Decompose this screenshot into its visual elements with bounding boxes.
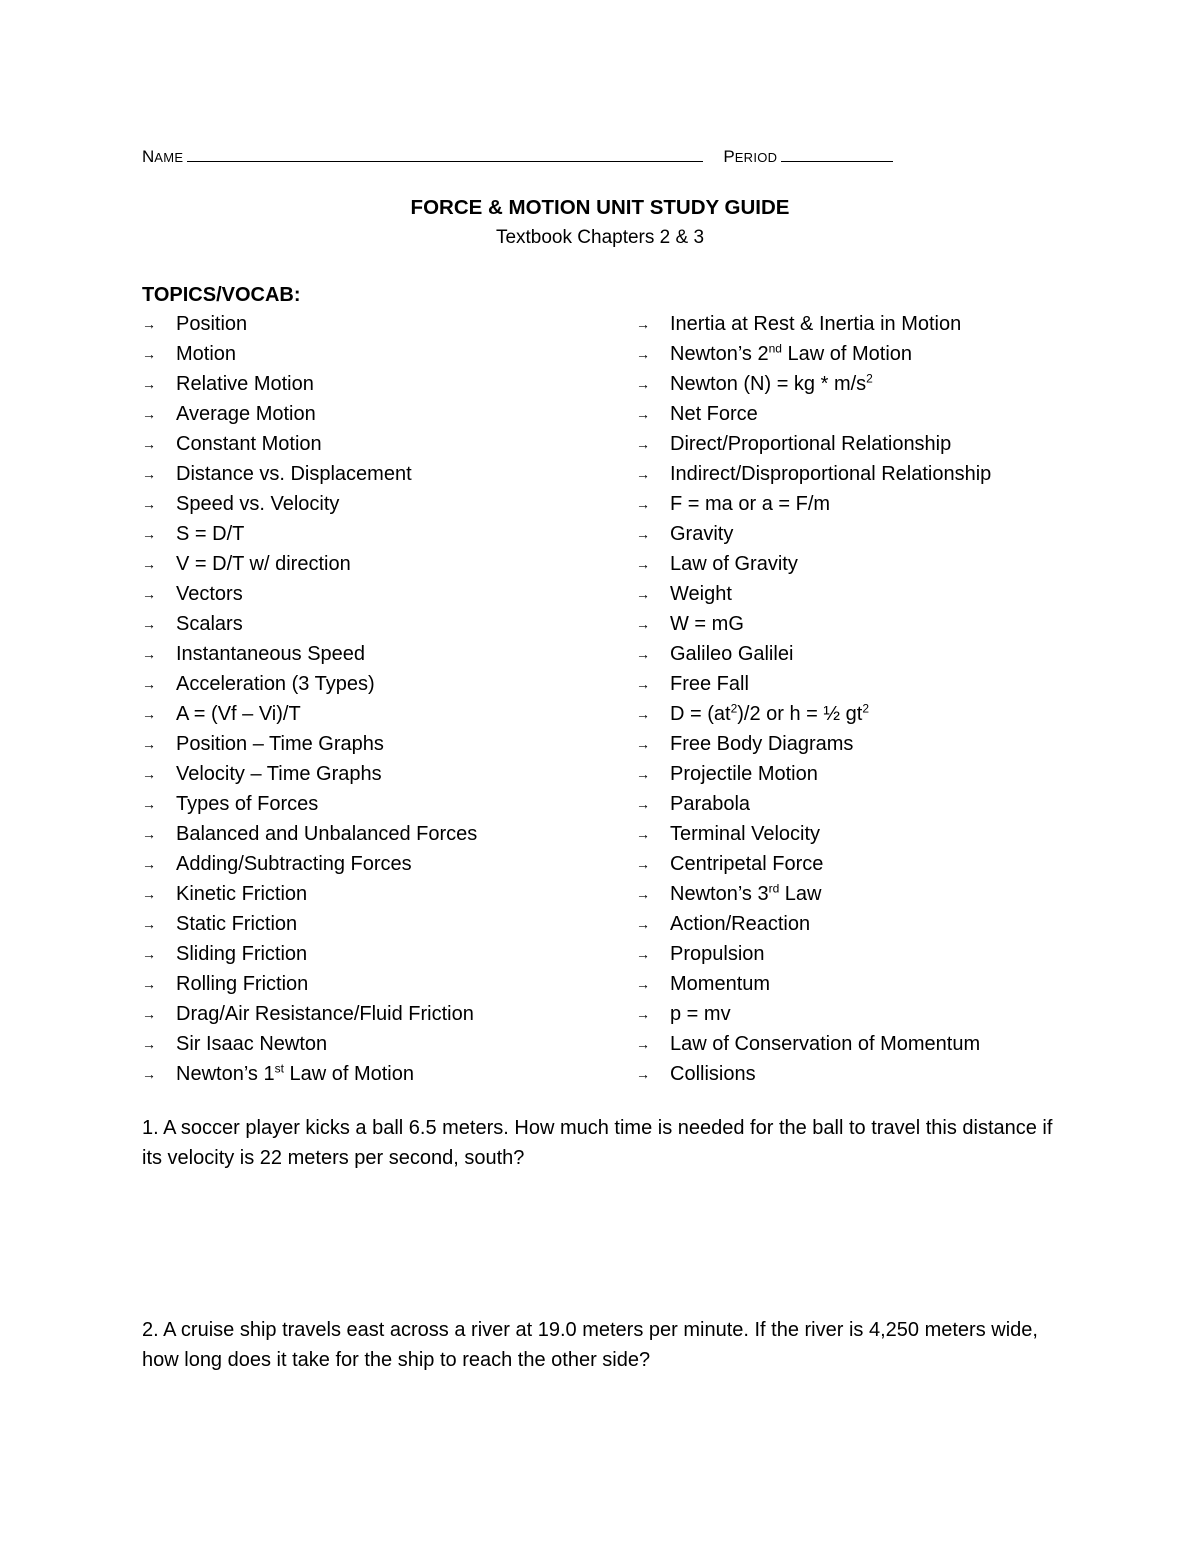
topic-label: Newton (N) = kg * $m/s^2$	[670, 371, 873, 395]
arrow-right-icon: →	[142, 526, 156, 542]
arrow-right-icon: →	[142, 496, 156, 512]
topic-item	[142, 699, 612, 729]
page-title: FORCE & MOTION UNIT STUDY GUIDE	[410, 196, 790, 219]
period-blank[interactable]	[781, 143, 893, 162]
topic-item	[636, 1029, 1096, 1059]
topic-item	[636, 579, 1096, 609]
topic-item	[142, 819, 612, 849]
topic-item	[142, 399, 612, 429]
arrow-right-icon: →	[636, 466, 650, 482]
topic-item	[142, 519, 612, 549]
topic-item	[142, 669, 612, 699]
topic-label: Projectile Motion	[670, 763, 818, 785]
topic-item	[142, 369, 612, 399]
topic-item	[142, 879, 612, 909]
arrow-right-icon: →	[142, 796, 156, 812]
topic-label: Velocity – Time Graphs	[176, 763, 382, 785]
topic-label: S = D/T	[176, 523, 245, 545]
arrow-right-icon: →	[142, 886, 156, 902]
arrow-right-icon: →	[142, 766, 156, 782]
topic-item	[636, 939, 1096, 969]
topic-item	[636, 849, 1096, 879]
topic-label: Law of Conservation of Momentum	[670, 1033, 981, 1055]
topic-label: p = mv	[670, 1003, 731, 1025]
topic-item	[636, 429, 1096, 459]
arrow-right-icon: →	[142, 346, 156, 362]
topic-label: Sliding Friction	[176, 943, 308, 965]
topic-label: Constant Motion	[176, 433, 322, 455]
topic-label: Motion	[176, 343, 237, 365]
arrow-right-icon: →	[636, 616, 650, 632]
topic-item	[142, 759, 612, 789]
topic-item	[142, 969, 612, 999]
topic-label: $D = (at^2)/2$ or h = ½ $gt^2$	[670, 701, 870, 725]
topic-item	[636, 519, 1096, 549]
arrow-right-icon: →	[636, 586, 650, 602]
topic-label: Adding/Subtracting Forces	[176, 853, 412, 875]
arrow-right-icon: →	[142, 1036, 156, 1052]
name-label: NAME	[142, 147, 184, 166]
topic-label: Newton’s 2nd Law of Motion	[670, 341, 913, 365]
arrow-right-icon: →	[636, 856, 650, 872]
arrow-right-icon: →	[636, 646, 650, 662]
arrow-right-icon: →	[142, 1006, 156, 1022]
arrow-right-icon: →	[636, 346, 650, 362]
topic-item	[636, 399, 1096, 429]
topics-heading: TOPICS/VOCAB:	[142, 284, 301, 306]
topic-item	[636, 999, 1096, 1029]
question-2: 2. A cruise ship travels east across a river at 19.0 meters per minute. If the river is 4,250 meters wide, how long does it take for the ship to reach the other side?	[142, 1319, 1038, 1371]
topic-item	[636, 549, 1096, 579]
topic-label: Acceleration (3 Types)	[176, 673, 375, 695]
arrow-right-icon: →	[142, 706, 156, 722]
question-1: 1. A soccer player kicks a ball 6.5 meters. How much time is needed for the ball to travel this distance if its velocity is 22 meters per second, south?	[142, 1117, 1053, 1169]
topic-label: Net Force	[670, 403, 758, 425]
arrow-right-icon: →	[636, 496, 650, 512]
topic-label: Speed vs. Velocity	[176, 493, 340, 515]
arrow-right-icon: →	[142, 616, 156, 632]
arrow-right-icon: →	[142, 826, 156, 842]
topic-item	[636, 879, 1096, 909]
arrow-right-icon: →	[636, 916, 650, 932]
arrow-right-icon: →	[636, 766, 650, 782]
topic-item	[142, 549, 612, 579]
topic-label: Action/Reaction	[670, 913, 811, 935]
topic-label: V = D/T w/ direction	[176, 553, 351, 575]
arrow-right-icon: →	[142, 946, 156, 962]
topic-label: Static Friction	[176, 913, 298, 935]
arrow-right-icon: →	[636, 676, 650, 692]
topic-label: Kinetic Friction	[176, 883, 308, 905]
arrow-right-icon: →	[636, 376, 650, 392]
topic-item	[142, 489, 612, 519]
topic-label: Sir Isaac Newton	[176, 1033, 328, 1055]
arrow-right-icon: →	[142, 556, 156, 572]
topic-label: Inertia at Rest & Inertia in Motion	[670, 313, 962, 335]
topic-item	[142, 789, 612, 819]
topic-label: A = (Vf – Vi)/T	[176, 703, 301, 725]
topic-label: Instantaneous Speed	[176, 643, 366, 665]
topic-label: F = ma or a = F/m	[670, 493, 831, 515]
topic-item	[636, 909, 1096, 939]
topic-item	[142, 309, 612, 339]
arrow-right-icon: →	[142, 736, 156, 752]
name-period-line	[142, 143, 912, 171]
topic-item	[636, 459, 1096, 489]
topic-item	[636, 969, 1096, 999]
topic-label: Terminal Velocity	[670, 823, 821, 845]
topic-label: Free Body Diagrams	[670, 733, 854, 755]
topic-label: Newton’s 1st Law of Motion	[176, 1061, 414, 1085]
topic-label: Momentum	[670, 973, 771, 995]
topic-item	[142, 909, 612, 939]
arrow-right-icon: →	[636, 736, 650, 752]
topic-item	[142, 609, 612, 639]
topic-item	[636, 699, 1096, 729]
arrow-right-icon: →	[142, 856, 156, 872]
arrow-right-icon: →	[636, 556, 650, 572]
topic-label: Relative Motion	[176, 373, 314, 395]
arrow-right-icon: →	[142, 646, 156, 662]
topic-label: Weight	[670, 583, 732, 605]
topic-item	[142, 339, 612, 369]
arrow-right-icon: →	[636, 1066, 650, 1082]
topic-label: Indirect/Disproportional Relationship	[670, 463, 992, 485]
arrow-right-icon: →	[636, 706, 650, 722]
topic-label: Position – Time Graphs	[176, 733, 384, 755]
topic-item	[142, 639, 612, 669]
topic-label: Law of Gravity	[670, 553, 798, 575]
topic-item	[636, 309, 1096, 339]
topic-item	[636, 639, 1096, 669]
topic-item	[142, 1059, 612, 1089]
arrow-right-icon: →	[142, 466, 156, 482]
arrow-right-icon: →	[142, 1066, 156, 1082]
arrow-right-icon: →	[636, 526, 650, 542]
topic-label: Vectors	[176, 583, 243, 605]
arrow-right-icon: →	[142, 976, 156, 992]
topic-item	[142, 579, 612, 609]
arrow-right-icon: →	[636, 796, 650, 812]
arrow-right-icon: →	[636, 1006, 650, 1022]
topic-item	[142, 1029, 612, 1059]
topic-label: Types of Forces	[176, 793, 319, 815]
arrow-right-icon: →	[636, 946, 650, 962]
topic-label: Parabola	[670, 793, 751, 815]
topic-label: Balanced and Unbalanced Forces	[176, 823, 478, 845]
arrow-right-icon: →	[636, 886, 650, 902]
topic-item	[636, 759, 1096, 789]
topic-item	[636, 339, 1096, 369]
topic-label: Scalars	[176, 613, 243, 635]
topic-label: Propulsion	[670, 943, 765, 965]
topic-label: Galileo Galilei	[670, 643, 794, 665]
arrow-right-icon: →	[142, 916, 156, 932]
topic-item	[636, 1059, 1096, 1089]
topic-label: Gravity	[670, 523, 734, 545]
arrow-right-icon: →	[636, 1036, 650, 1052]
topic-label: Average Motion	[176, 403, 316, 425]
topic-item	[142, 429, 612, 459]
topic-label: Free Fall	[670, 673, 749, 695]
topic-item	[142, 999, 612, 1029]
arrow-right-icon: →	[636, 436, 650, 452]
arrow-right-icon: →	[636, 316, 650, 332]
topics-list-right	[636, 309, 1096, 1089]
topic-label: Drag/Air Resistance/Fluid Friction	[176, 1003, 474, 1025]
topic-label: Rolling Friction	[176, 973, 309, 995]
arrow-right-icon: →	[142, 586, 156, 602]
topic-label: W = mG	[670, 613, 744, 635]
topic-item	[636, 819, 1096, 849]
topic-item	[142, 729, 612, 759]
topic-item	[636, 729, 1096, 759]
arrow-right-icon: →	[636, 976, 650, 992]
topic-item	[142, 849, 612, 879]
arrow-right-icon: →	[636, 406, 650, 422]
topic-label: Distance vs. Displacement	[176, 463, 412, 485]
page-subtitle: Textbook Chapters 2 & 3	[495, 227, 705, 248]
name-blank[interactable]	[187, 143, 703, 162]
arrow-right-icon: →	[142, 406, 156, 422]
arrow-right-icon: →	[636, 826, 650, 842]
period-label: PERIOD	[723, 147, 778, 166]
topic-item	[636, 489, 1096, 519]
arrow-right-icon: →	[142, 316, 156, 332]
topic-item	[142, 459, 612, 489]
topic-label: Collisions	[670, 1063, 756, 1085]
topic-item	[636, 369, 1096, 399]
topic-item	[636, 789, 1096, 819]
topic-label: Centripetal Force	[670, 853, 824, 875]
topic-item	[142, 939, 612, 969]
topics-list-left	[142, 309, 612, 1089]
topic-label: Position	[176, 313, 248, 335]
arrow-right-icon: →	[142, 376, 156, 392]
topic-item	[636, 609, 1096, 639]
topic-label: Direct/Proportional Relationship	[670, 433, 952, 455]
topic-item	[636, 669, 1096, 699]
arrow-right-icon: →	[142, 676, 156, 692]
topic-label: Newton’s 3rd Law	[670, 881, 822, 905]
arrow-right-icon: →	[142, 436, 156, 452]
